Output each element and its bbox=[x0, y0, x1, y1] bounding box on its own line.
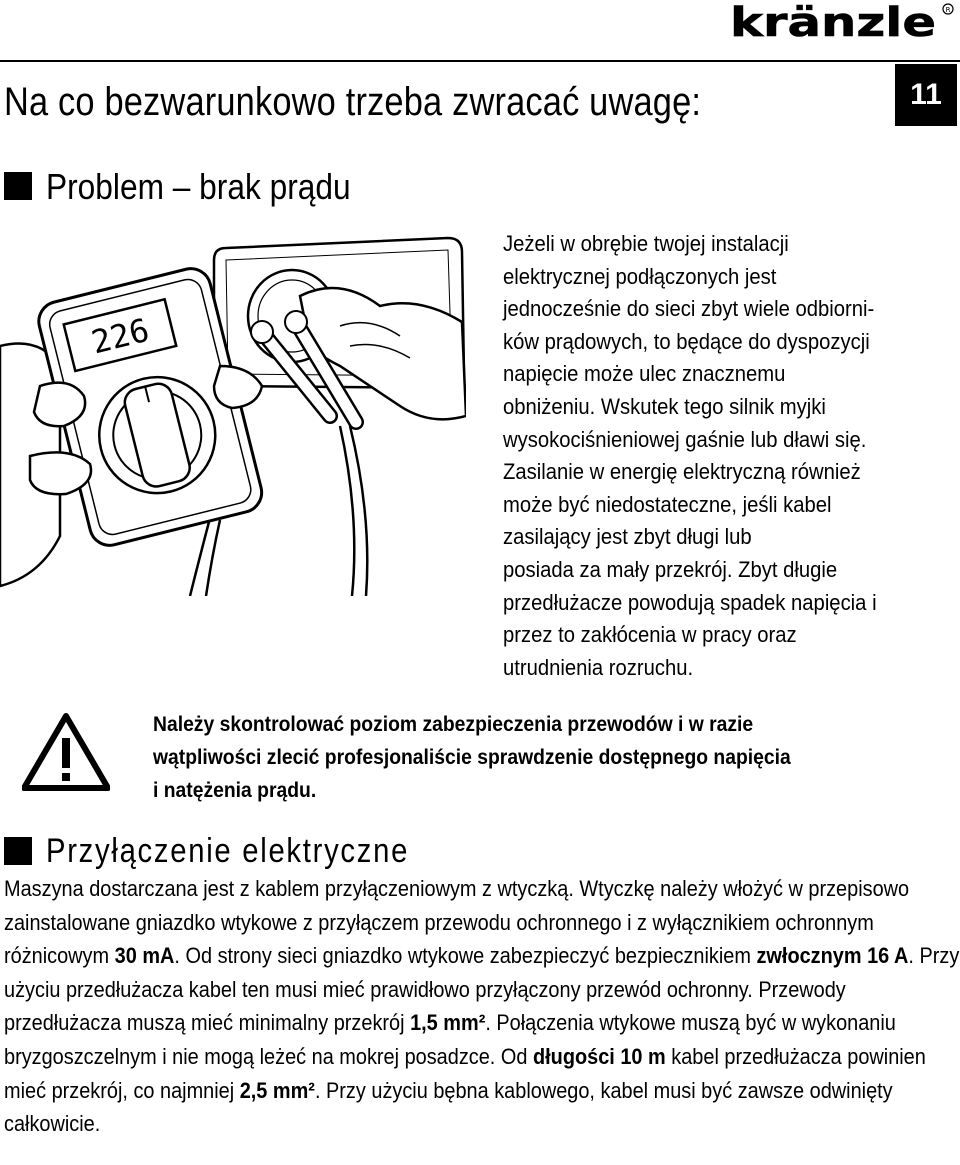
paragraph-text: . Połączenia wtykowe muszą być w wykonaniu bryzgoszczelnym i nie mogą leżeć na mokrej posadzce. Od bbox=[4, 1010, 896, 1069]
problem-description: Jeżeli w obrębie twojej instalacji elektrycznej podłączonych jest jednocześnie do sieci zbyt wiele odbiorni- ków prądowych, to będące do dyspozycji napięcie może ulec znacznemu obniżeniu. Wskutek tego silnik myjki wysokociśnieniowej gaśnie lub dławi się. Zasilanie w energię elektryczną również może być niedostateczne, jeśli kabel zasilający jest zbyt długi lub posiada za mały przekrój. Zbyt długie przedłużacze powodują spadek napięcia i przez to zakłócenia w pracy oraz utrudnienia rozruchu. bbox=[503, 231, 877, 680]
paragraph-emphasis: zwłocznym 16 A bbox=[756, 943, 909, 969]
paragraph-emphasis: 2,5 mm² bbox=[239, 1077, 315, 1103]
header-rule bbox=[0, 60, 960, 62]
paragraph-text: Maszyna dostarczana jest z kablem przyłączeniowym z wtyczką. Wtyczkę należy włożyć w przepisowo zainstalowane gniazdko wtykowe z przyłączem przewodu ochronnego i z wyłącznikiem ochronnym różnicowym bbox=[4, 876, 910, 969]
section-bullet-icon bbox=[4, 837, 32, 865]
section-bullet-icon bbox=[4, 172, 32, 200]
page-number-badge: 11 bbox=[895, 64, 957, 126]
paragraph-text: . Od strony sieci gniazdko wtykowe zabezpieczyć bezpiecznikiem bbox=[174, 943, 757, 969]
registered-mark-letter: R bbox=[945, 6, 951, 14]
paragraph-emphasis: 1,5 mm² bbox=[410, 1010, 486, 1036]
paragraph-text: kabel przedłużacza powinien mieć przekrój, co najmniej bbox=[4, 1043, 926, 1103]
page-title: Na co bezwarunkowo trzeba zwracać uwagę: bbox=[4, 80, 702, 124]
paragraph-emphasis: 30 mA bbox=[114, 943, 175, 969]
multimeter-illustration bbox=[0, 236, 466, 596]
meter-display-reading: 226 bbox=[87, 310, 153, 362]
kranzle-logo-wordmark: kränzle bbox=[730, 2, 936, 42]
electrical-connection-heading: Przyłączenie elektryczne bbox=[46, 832, 410, 870]
paragraph-text: . Przy użyciu bębna kablowego, kabel musi być zawsze odwinięty całkowicie. bbox=[4, 1077, 893, 1137]
paragraph-emphasis: długości 10 m bbox=[532, 1043, 666, 1069]
warning-triangle-icon bbox=[22, 712, 110, 792]
warning-text: Należy skontrolować poziom zabezpieczenia przewodów i w razie wątpliwości zlecić profesjonaliście sprawdzenie dostępnego napięcia i natężenia prądu. bbox=[153, 713, 791, 802]
paragraph-text: . Przy użyciu przedłużacza kabel ten musi mieć prawidłowo przyłączony przewód ochronny. Przewody przedłużacza muszą mieć minimalny przekrój bbox=[4, 943, 960, 1036]
problem-heading: Problem – brak prądu bbox=[46, 166, 351, 207]
electrical-connection-paragraph bbox=[4, 872, 960, 1141]
kranzle-logo bbox=[728, 2, 956, 42]
